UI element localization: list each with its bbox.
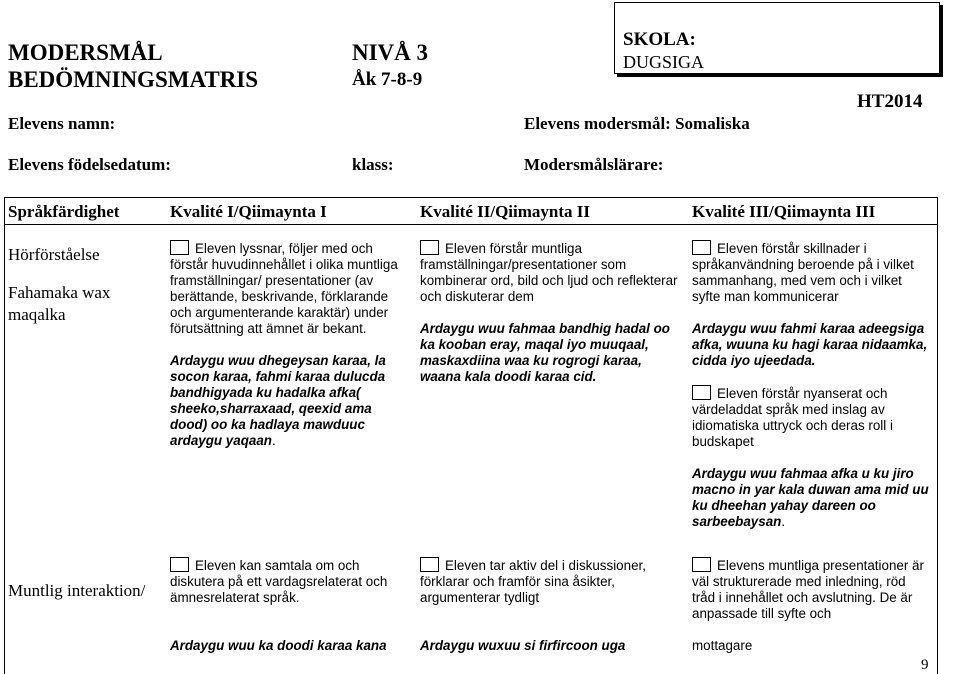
table-left-border [4,197,5,674]
oral-q2-so: Ardaygu wuxuu si firfircoon uga [420,638,626,653]
checkbox[interactable] [170,557,189,572]
level-label: NIVÅ 3 [352,40,429,65]
checkbox[interactable] [420,557,439,572]
listening-q1-so-end: . [271,433,276,448]
document-subtitle: BEDÖMNINGSMATRIS [8,67,259,92]
row-label-listening-sv: Hörförståelse [8,245,100,264]
oral-quality-2-cell [420,557,682,654]
oral-q2-sv: Eleven tar aktiv del i diskussioner, förklarar och framför sina åsikter, argumenterar tydligt [420,558,646,605]
checkbox[interactable] [170,240,189,255]
school-value: DUGSIGA [623,52,704,72]
oral-q1-so: Ardaygu wuu ka doodi karaa kana [170,638,387,653]
listening-q2-so: Ardaygu wuu fahmaa bandhig hadal oo ka kooban eray, maqal iyo muuqaal, maskaxdiina waa ku rogrogi karaa, waana kala doodi karaa cid. [420,321,670,384]
grade-label: Åk 7-8-9 [352,69,423,90]
listening-quality-3-cell [692,240,932,530]
school-label: SKOLA: [623,29,696,50]
column-header-skill: Språkfärdighet [8,202,120,221]
oral-q1-sv: Eleven kan samtala om och diskutera på ett vardagsrelaterat och ämnesrelaterat språk. [170,558,388,605]
checkbox[interactable] [692,240,711,255]
listening-q1-so: Ardaygu wuu dhegeysan karaa, la socon karaa, fahmi karaa dulucda bandhigyada ku hadalka afka( sheeko,sharraxaad, qeexid ama dood) oo ka hadlaya mawduuc ardaygu yaqaan [170,353,386,448]
birthdate-field: Elevens födelsedatum: [8,155,171,174]
listening-quality-2-cell [420,240,682,385]
document-title: MODERSMÅL [8,40,163,65]
row-label-listening [8,244,158,326]
listening-q3b-so-end: . [781,514,786,529]
mother-tongue-field: Elevens modersmål: Somaliska [524,114,750,133]
checkbox[interactable] [420,240,439,255]
oral-q3-sv: Elevens muntliga presentationer är väl strukturerade med inledning, röd tråd i innehållet och avslutning. De är anpassade till syfte och [692,558,924,621]
listening-q3b-so: Ardaygu wuu fahmaa afka u ku jiro macno in yar kala duwan ama mid uu ku dheehan yahay dareen oo sarbeebaysan [692,466,929,529]
row-label-listening-so: Fahamaka wax maqalka [8,283,111,324]
oral-quality-1-cell [170,557,408,654]
table-top-border [4,197,937,198]
checkbox[interactable] [692,557,711,572]
table-right-border [937,197,938,674]
row-label-oral: Muntlig interaktion/ [8,581,146,600]
listening-q3a-so: Ardaygu wuu fahmi karaa adeegsiga afka, wuuna ku hagi karaa nidaamka, cidda iyo ujeedada. [692,321,928,368]
oral-q3-sv-end: mottagare [692,638,753,653]
column-header-quality-2: Kvalité II/Qiimaynta II [420,202,591,221]
teacher-field: Modersmålslärare: [524,155,664,174]
column-header-quality-3: Kvalité III/Qiimaynta III [692,202,876,221]
table-header-border [4,224,937,225]
class-field: klass: [352,155,394,174]
column-header-quality-1: Kvalité I/Qiimaynta I [170,202,327,221]
oral-quality-3-cell [692,557,932,654]
listening-q2-sv: Eleven förstår muntliga framställningar/presentationer som kombinerar ord, bild och ljud och reflekterar och diskuterar dem [420,241,678,304]
school-box [614,2,940,74]
listening-q3b-sv: Eleven förstår nyanserat och värdeladdat språk med inslag av idiomatiska uttryck och deras roll i budskapet [692,386,893,449]
page-number: 9 [921,657,929,673]
listening-q1-sv: Eleven lyssnar, följer med och förstår huvudinnehållet i olika muntliga framställningar/ presentationer (av berättande, beskrivande, förklarande och argumenterande karaktär) under förutsättning att ämnet är bekant. [170,241,398,336]
term-label: HT2014 [857,91,923,112]
listening-q3a-sv: Eleven förstår skillnader i språkanvändning beroende på i vilket sammanhang, med vem och i vilket syfte man kommunicerar [692,241,914,304]
student-name-field: Elevens namn: [8,114,116,133]
listening-quality-1-cell [170,240,408,449]
checkbox[interactable] [692,385,711,400]
